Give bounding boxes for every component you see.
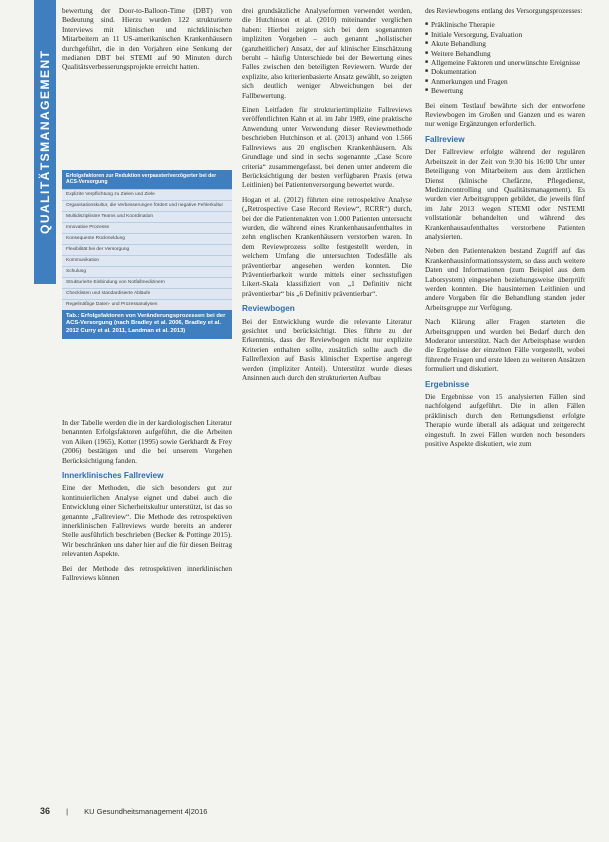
column-2 [242,6,412,387]
column-3 [425,6,585,453]
table-header: Erfolgsfaktoren zur Reduktion verpasster/verzögerter bei der ACS-Versorgung [62,170,232,189]
section-heading: Reviewbogen [242,304,295,314]
paragraph: des Reviewbogens entlang des Versorgungsprozesses: [425,6,583,15]
list-item: ■ Präklinische Therapie [425,20,585,29]
list-item: ■ Weitere Behandlung [425,49,585,58]
table-row: Organisationskultur, die Verbesserungen fördert und negative Fehlerkultur [62,200,232,211]
table-row: Checklisten und standardisierte Abläufe [62,288,232,299]
table-row: Schulung [62,266,232,277]
table-caption: Tab.: Erfolgsfaktoren von Veränderungsprozessen bei der ACS-Versorgung (nach Bradley et al. 2006, Bradley et al. 2012 Curry et al. 2011, Landman et al. 2013) [62,310,232,339]
list-item: ■ Akute Behandlung [425,39,585,48]
list-item: ■ Dokumentation [425,67,585,76]
page-number: 36 [40,806,51,816]
section-label: QUALITÄTSMANAGEMENT [38,49,52,235]
column-1 [62,6,232,77]
table-row: Regelmäßige Daten- und Prozessanalysen [62,299,232,310]
paragraph: Hogan et al. (2012) führten eine retrospektive Analyse („Retrospective Case Record Review“, RCRR“) durch, bei der die Patientenakten von 1.000 Patienten untersucht wurden, die während eines Krankenhausaufenthaltes in zehn englischen Krankenhäusern verstorben waren. In dem Reviewprozess sollte festgestellt werden, in welchem Umfang die untersuchten Todesfälle als präventierbar angesehen werden konnten. Die Präventierbarkeit wurde mittels einer sechsstufigen Likert-Skala klassifiziert von „1 Definitiv nicht präventierbar“ bis „6 Definitiv präventierbar“. [242,194,412,298]
table-row: Multidisziplinäre Teams und Koordination [62,211,232,222]
table-row: Kommunikation [62,255,232,266]
paragraph: Der Fallreview erfolgte während der regulären Arbeitszeit in der Zeit von 9:30 bis 16:00 Uhr unter Beteiligung von Mitarbeitern aus dem ärztlichen Dienst (klinische Chefärzte, Pflegedienst, Medizincontrolling und Qualitätsmanagement). Es wurden vier Arbeitsgruppen gebildet, die jeweils fünf im Jahr 2013 wegen STEMI oder NSTEMI vollstationär behandelten und während des Krankenhausaufenthaltes verstorbene Patienten analysierten. [425,147,585,241]
paragraph: Eine der Methoden, die sich besonders gut zur kontinuierlichen Analyse eignet und dabei auch die Entwicklung einer Sicherheitskultur unterstützt, ist das so genannte „Fallreview“. Die Methode des retrospektiven innerklinischen Fallreviews wurde bereits an anderer Stelle ausführlich beschrieben (Becker & Pottinge 2015). Wir beschränken uns daher hier auf die für diesen Beitrag relevanten Aspekte. [62,483,232,559]
page-footer [40,806,207,816]
success-factors-table [62,170,232,339]
section-heading: Innerklinisches Fallreview [62,471,164,481]
section-heading: Fallreview [425,134,465,144]
column-1-lower [62,418,232,588]
section-heading: Ergebnisse [425,379,470,389]
list-item: ■ Bewertung [425,86,585,95]
journal-name: KU Gesundheitsmanagement 4|2016 [84,807,208,816]
paragraph: Bei der Entwicklung wurde die relevante Literatur gesichtet und berücksichtigt. Dies führte zu der Erkenntnis, dass der Reviewbogen nicht nur explizite Kriterien enthalten sollte, zusätzlich sollte auch die Fallreflexion auf Basis klinischer Expertise angeregt werden (impliziter Anteil). Unterstützt wurde dieses Ansinnen auch durch den strukturierten Aufbau [242,316,412,383]
footer-separator: | [66,807,69,816]
paragraph: Die Ergebnisse von 15 analysierten Fällen sind nachfolgend aufgeführt. Die in allen Fällen präklinisch durch den Rettungsdienst erfolgte Therapie wurde überall als adäquat und zeitgerecht eingestuft. In zwei Fällen wurden noch besonders positive Aspekte diskutiert, wie zum [425,392,585,449]
list-item: ■ Allgemeine Faktoren und unerwünschte Ereignisse [425,58,585,67]
table-row: Innovative Prozesse [62,222,232,233]
table-row: Konsequente Rückmeldung [62,233,232,244]
table-row: Explizite Verpflichtung zu Zielen und Ziele [62,189,232,200]
paragraph: bewertung der Door-to-Balloon-Time (DBT) von Bedeutung sind. Hierzu wurden 122 strukturierte Interviews mit klinischen und nichtklinischen Mitarbeitern an 11 US-amerikanischen Krankenhäusern durchgeführt, die in den Vorjahren eine Senkung der medianen DBT bei STEMI auf 90 Minuten durch Qualitätsverbesserungsprojekte erreicht hatten. [62,6,232,72]
table-row: Strukturierte Einbindung von Notfallmedizinern [62,277,232,288]
paragraph: Neben den Patientenakten bestand Zugriff auf das Krankenhausinformationssystem, so dass auch weitere Daten und Informationen (zum Beispiel aus dem Laborsystem) eingesehen beziehungsweise überprüft werden konnten. Die hausinternen Leitlinien und andere Vorgaben für die Behandlung standen jeder Arbeitsgruppe zur Verfügung. [425,246,585,312]
paragraph: Nach Klärung aller Fragen starteten die Arbeitsgruppen und wurden bei Bedarf durch den Moderator unterstützt. Nach der Arbeitsphase wurden die Ergebnisse der einzelnen Fälle vorgestellt, wobei führende Fragen und erste Ideen zu weiteren Ansätzen formuliert und diskutiert. [425,317,585,374]
paragraph: Einen Leitfaden für strukturiertimplizite Fallreviews veröffentlichten Kahn et al. im Jahr 1989, eine praktische Anwendung unter Verwendung dieser Reviewmethode beschrieben Hutchinson et al. (2013) anhand von 1.566 Fallreviews aus 20 englischen Krankenhäusern. Als Grundlage und sind in sechs sogenannte „Case Score criteria“ zusammengefasst, bei denen unter anderem die Berücksichtigung der besten verfügbaren Praxis (etwa Leitlinien) bei Patientenversorgung bewertet wurde. [242,105,412,190]
table-rows [62,189,232,310]
paragraph: In der Tabelle werden die in der kardiologischen Literatur benannten Erfolgsfaktoren aufgeführt, die die Arbeiten von Aiken (1965), Kotter (1995) sowie Gerkhardt & Frey (2006) bestätigen und die bei unserem Vorgehen Berücksichtigung fanden. [62,418,232,465]
list-item: ■ Anmerkungen und Fragen [425,77,585,86]
paragraph: drei grundsätzliche Analyseformen verwendet werden, die Hutchinson et al. (2010) miteinander verglichen haben: Hierbei zeigten sich bei dem sogenannten impliziten Vorgehen – auch genannt „holistischer (ganzheitlicher) Ansatz, der auf klinischer Einschätzung beruht – häufig Unterschiede bei der Bewertung eines Falles zwischen den beteiligten Reviewern. Wurde der explizite, also kriterienbasierte Ansatz gewählt, so zeigten sich deutlich weniger Abweichungen bei der Fallbewertung. [242,6,412,100]
paragraph: Bei der Methode des retrospektiven innerklinischen Fallreviews können [62,563,232,583]
paragraph: Bei einem Testlauf bewährte sich der entworfene Reviewbogen im Großen und Ganzen und es waren nur wenige Ergänzungen erforderlich. [425,100,585,129]
table-row: Flexibilität bei der Versorgung [62,244,232,255]
process-bullet-list [425,20,585,95]
list-item: ■ Initiale Versorgung, Evaluation [425,30,585,39]
